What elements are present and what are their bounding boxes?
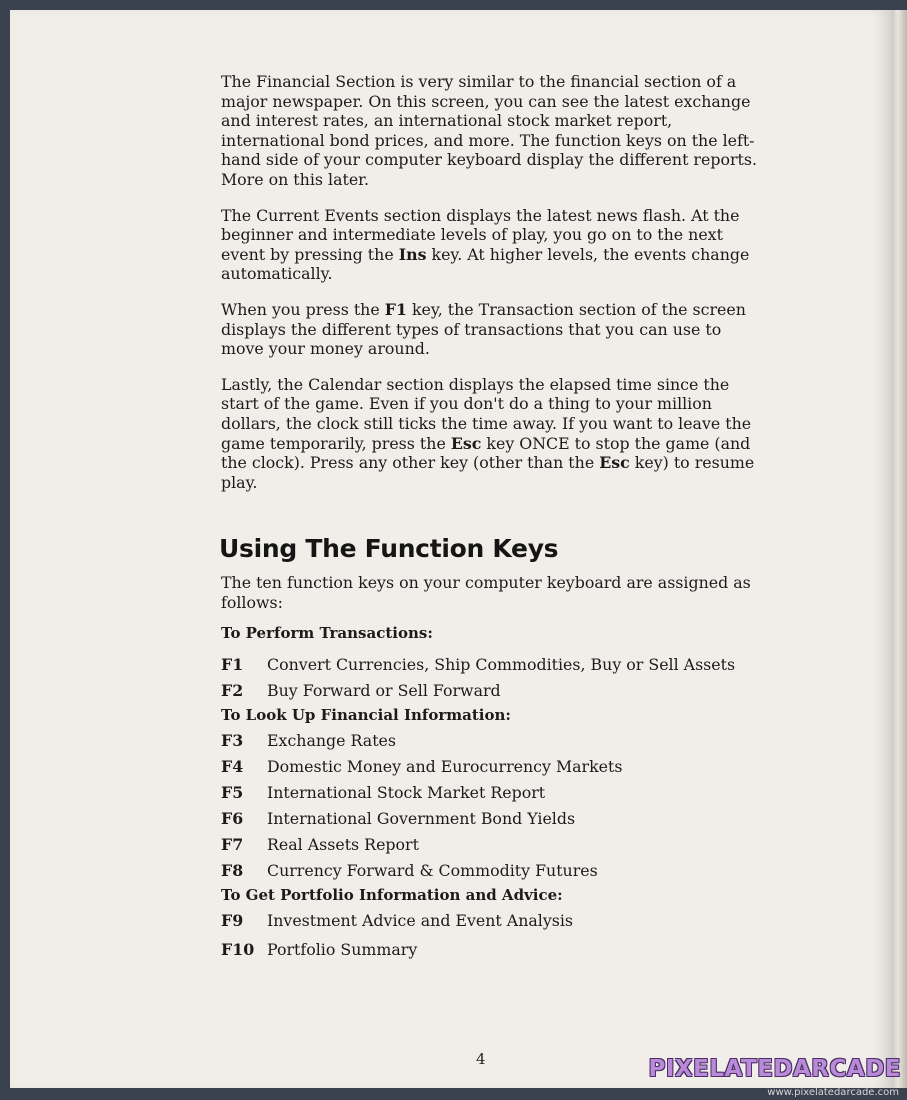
function-key-group [221,706,761,881]
paragraph-current-events: The Current Events section displays the latest news flash. At the beginner and intermediate levels of play, you go on to the next event by pressing the Ins key. At higher levels, the events change automatically. [221,205,750,284]
key-name-ins: Ins [398,244,427,264]
function-key-label: F8 [221,861,244,881]
function-key-description: Domestic Money and Eurocurrency Markets [267,757,623,777]
function-key-label: F5 [221,783,244,803]
function-key-label: F6 [221,809,244,829]
function-key-row [221,910,761,931]
function-key-row [221,808,761,829]
function-key-row [221,834,761,855]
function-key-row [221,782,761,803]
paragraph-transaction-section: When you press the F1 key, the Transaction section of the screen displays the different types of transactions that you can use to move your money around. [221,299,746,359]
function-key-description: Convert Currencies, Ship Commodities, Buy or Sell Assets [267,655,736,675]
function-key-label: F7 [221,835,244,855]
function-key-row [221,654,761,675]
function-key-label: F3 [221,731,244,751]
key-name-esc: Esc [450,433,482,453]
function-key-description: Exchange Rates [267,731,397,751]
group-title: To Perform Transactions: [221,624,433,643]
function-key-row [221,756,761,777]
function-key-description: Real Assets Report [267,835,419,855]
section-heading: Using The Function Keys [219,534,559,564]
function-key-description: Portfolio Summary [267,940,418,960]
function-keys-intro: The ten function keys on your computer keyboard are assigned as follows: [221,573,751,612]
function-key-description: International Stock Market Report [267,783,546,803]
key-name-esc: Esc [599,453,630,473]
function-key-label: F10 [221,940,255,960]
watermark-logo: PIXELATEDARCADE [648,1056,901,1082]
function-key-label: F2 [221,681,244,701]
group-title: To Look Up Financial Information: [221,706,511,725]
page-number: 4 [476,1050,486,1068]
function-key-description: Currency Forward & Commodity Futures [267,861,598,881]
page-binding-edge [892,10,907,1088]
function-key-row [221,939,761,960]
function-key-label: F9 [221,911,244,931]
paragraph-calendar-section: Lastly, the Calendar section displays the elapsed time since the start of the game. Even if you don't do a thing to your million dollars, the clock still ticks the time away. If you want to leave the game temporarily, press the Esc key ONCE to stop the game (and the clock). Press any other key (other than the Esc key) to resume play. [221,374,755,492]
manual-page [10,10,892,1088]
page-content [221,72,761,965]
function-key-row [221,860,761,881]
function-key-label: F4 [221,757,244,777]
key-name-f1: F1 [384,299,407,319]
function-key-group [221,886,761,960]
group-title: To Get Portfolio Information and Advice: [221,886,563,905]
function-key-description: Investment Advice and Event Analysis [267,911,574,931]
paragraph-financial-section: The Financial Section is very similar to the financial section of a major newspaper. On this screen, you can see the latest exchange and interest rates, an international stock market report, international bond prices, and more. The function keys on the left-hand side of your computer keyboard display the different reports. More on this later. [221,72,757,189]
function-key-description: International Government Bond Yields [267,809,576,829]
function-key-group [221,624,761,701]
function-key-description: Buy Forward or Sell Forward [267,681,501,701]
function-key-row [221,680,761,701]
function-key-row [221,730,761,751]
watermark-url: www.pixelatedarcade.com [767,1087,899,1098]
function-key-label: F1 [221,655,244,675]
